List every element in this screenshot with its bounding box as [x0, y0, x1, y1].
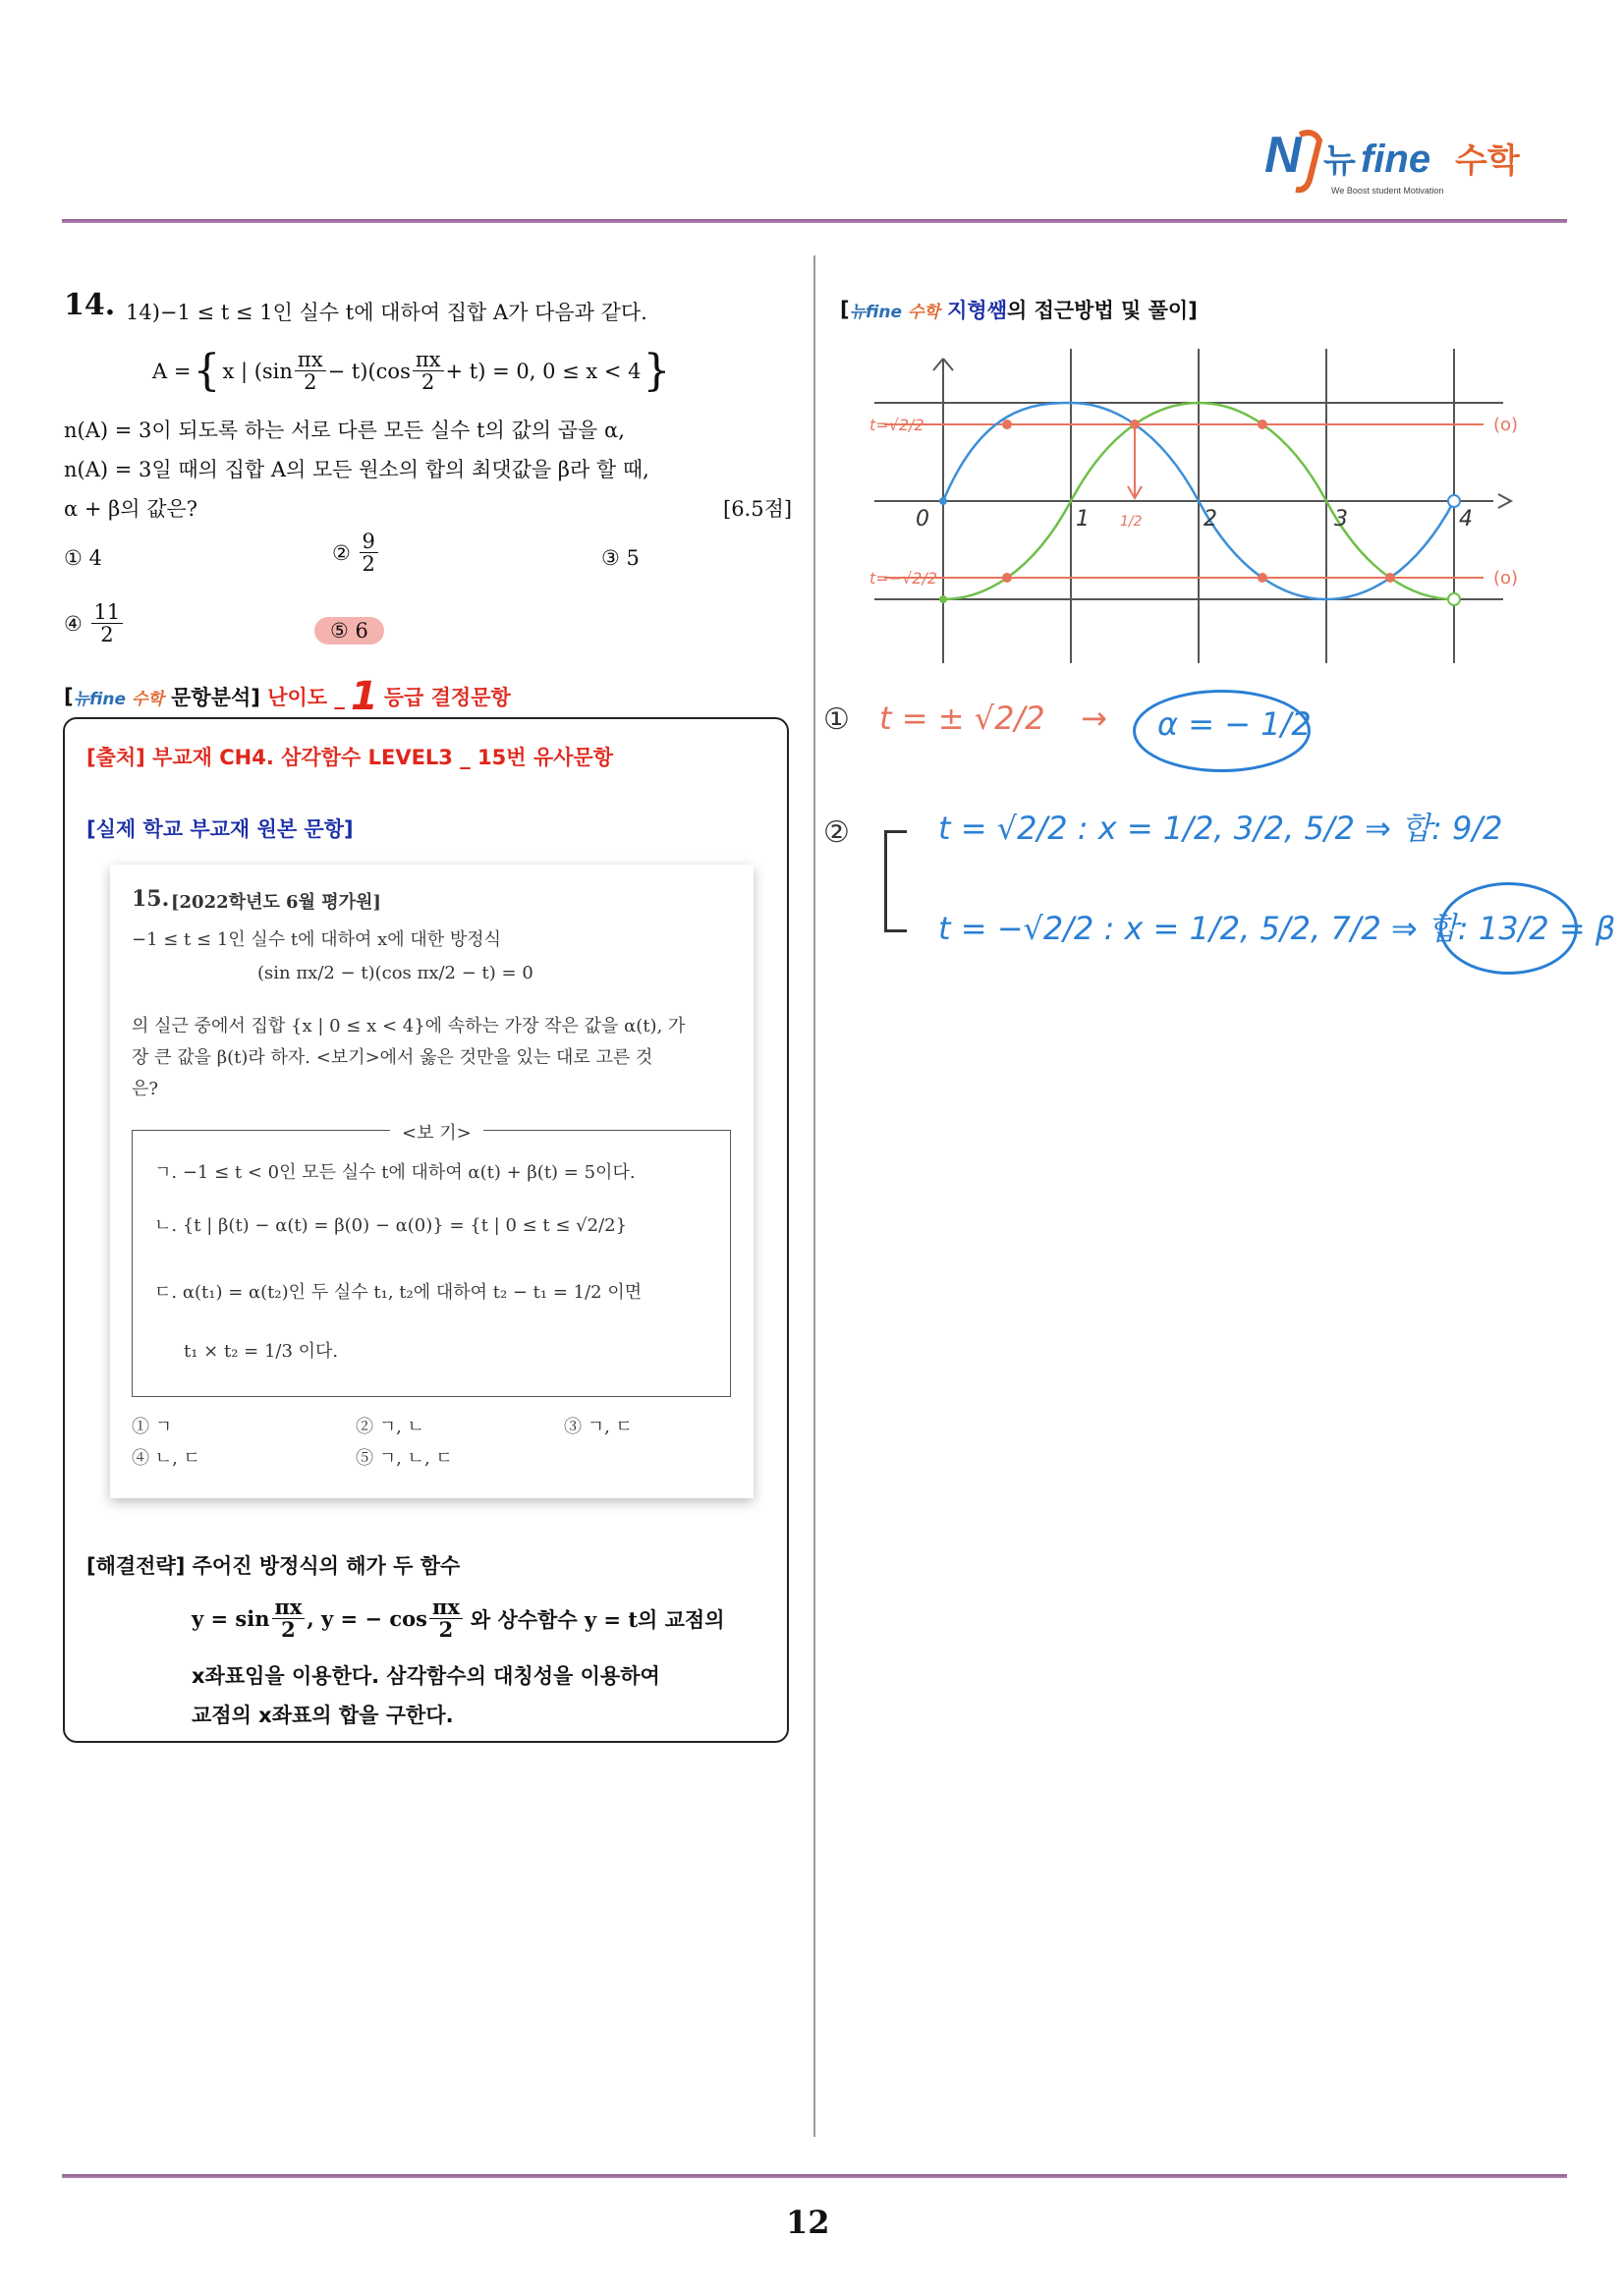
svg-text:2: 2	[1204, 507, 1217, 532]
footer-rule	[62, 2174, 1567, 2178]
solution-graph	[865, 349, 1533, 673]
step1-text: t = ± √2/2	[879, 700, 1045, 737]
choice-1[interactable]: ① 4	[64, 546, 102, 570]
svg-text:1: 1	[1076, 507, 1090, 532]
question-line1: 14)−1 ≤ t ≤ 1인 실수 t에 대하여 집합 A가 다음과 같다.	[126, 301, 647, 324]
svg-text:1/2: 1/2	[1120, 514, 1143, 530]
step2-row1: t = √2/2 : x = 1/2, 3/2, 5/2 ⇒ 합: 9/2	[938, 810, 1503, 847]
bogi-box: <보 기> ㄱ. −1 ≤ t < 0인 모든 실수 t에 대하여 α(t) + β(t) = 5이다. ㄴ. {t | β(t) − α(t) = β(0) − α(0)} = {t | 0 ≤ t ≤ √2/2} ㄷ. α(t₁) = α(t₂)인 두 실수 t₁, t₂에 대하여 t₂ − t₁ = 1/2 이면 t₁ × t₂ = 1/3 이다.	[132, 1130, 731, 1397]
question-line3: n(A) = 3이 되도록 하는 서로 다른 모든 실수 t의 값의 곱을 α,	[64, 419, 625, 442]
mini-logo: 뉴fine 수학	[73, 689, 164, 709]
logo-suhak: 수학	[1455, 141, 1520, 181]
set-x: x | (sin	[222, 359, 293, 383]
svg-text:t=√2/2: t=√2/2	[869, 416, 924, 434]
question-line5: α + β의 값은?	[64, 497, 198, 521]
step1-arrow: →	[1081, 700, 1107, 737]
scanned-problem: 15. [2022학년도 6월 평가원] −1 ≤ t ≤ 1인 실수 t에 대하여 x에 대한 방정식 (sin πx/2 − t)(cos πx/2 − t) = 0 의 실근 중에서 집합 {x | 0 ≤ x < 4}에 속하는 가장 작은 값을 α(t), 가 장 큰 값을 β(t)라 하자. <보기>에서 옳은 것만을 있는 대로 고른 것 은? <보 기> ㄱ. −1 ≤ t < 0인 모든 실수 t에 대하여 α(t) + β(t) = 5이다. ㄴ. {t | β(t) − α(t) = β(0) − α(0)} = {t | 0 ≤ t ≤ √2/2} ㄷ. α(t₁) = α(t₂)인 두 실수 t₁, t₂에 대하여 t₂ − t₁ = 1/2 이면 t₁ × t₂ = 1/3 이다. ① ㄱ ② ㄱ, ㄴ ③ ㄱ, ㄷ ④ ㄴ, ㄷ ⑤ ㄱ, ㄴ, ㄷ	[110, 865, 754, 1498]
header-rule	[62, 219, 1567, 223]
choice-2[interactable]: ② $\frac{9}{2}$	[332, 531, 380, 575]
svg-text:t=−√2/2: t=−√2/2	[869, 569, 938, 588]
nfine-logo	[1262, 123, 1557, 201]
beta-circle	[1439, 882, 1578, 975]
set-lhs: A =	[152, 359, 192, 383]
svg-text:(o): (o)	[1493, 415, 1519, 435]
analysis-title: [ 뉴fine 수학 문항분석] 난이도 _ 1 등급 결정문항	[64, 674, 511, 719]
svg-text:4: 4	[1459, 507, 1473, 532]
solution-title: [ 뉴fine 수학 지형쌤 의 접근방법 및 풀이]	[840, 298, 1198, 322]
column-divider	[813, 255, 815, 2137]
svg-text:3: 3	[1334, 507, 1348, 532]
step2-bracket	[884, 830, 907, 932]
step1-answer: α = − 1/2	[1157, 705, 1312, 743]
source-line: [출처] 부교재 CH4. 삼각함수 LEVEL3 _ 15번 유사문항	[86, 746, 613, 769]
choice-5-highlighted[interactable]: ⑤ 6	[314, 617, 384, 644]
question-line4: n(A) = 3일 때의 집합 A의 모든 원소의 합의 최댓값을 β라 할 때,	[64, 458, 649, 481]
strategy-equation: y = sin $\frac{\pi x}{2}$ , y = − cos $\frac{\pi x}{2}$ 와 상수함수 y = t의 교점의	[192, 1595, 725, 1643]
logo-tagline: We Boost student Motivation	[1331, 186, 1444, 196]
grid-lines	[874, 349, 1503, 663]
choice-4[interactable]: ④ $\frac{11}{2}$	[64, 601, 125, 645]
strategy-line4: 교점의 x좌표의 합을 구한다.	[192, 1704, 454, 1727]
step2-number: ②	[823, 815, 850, 850]
set-definition: A = { x | (sin $\frac{\pi x}{2}$ − t)(cos $\frac{\pi x}{2}$ + t) = 0, 0 ≤ x < 4 }	[152, 346, 671, 396]
step1-number: ①	[823, 702, 850, 737]
logo-fine: fine	[1361, 138, 1431, 181]
choice-3[interactable]: ③ 5	[601, 546, 640, 570]
logo-n: N	[1264, 127, 1302, 184]
step2-row2: t = −√2/2 : x = 1/2, 5/2, 7/2 ⇒ 합: 13/2 = β	[938, 910, 1616, 947]
page-number: 12	[786, 2204, 830, 2241]
question-points: [6.5점]	[723, 497, 793, 521]
svg-text:0: 0	[916, 507, 929, 532]
logo-ko: 뉴	[1323, 141, 1356, 181]
svg-text:(o): (o)	[1493, 568, 1519, 588]
original-title: [실제 학교 부교재 원본 문항]	[86, 817, 354, 841]
strategy-label: [해결전략] 주어진 방정식의 해가 두 함수	[86, 1554, 461, 1578]
difficulty-grade: 1	[350, 674, 378, 719]
question-number: 14.	[64, 288, 116, 322]
strategy-line3: x좌표임을 이용한다. 삼각함수의 대칭성을 이용하여	[192, 1664, 660, 1688]
